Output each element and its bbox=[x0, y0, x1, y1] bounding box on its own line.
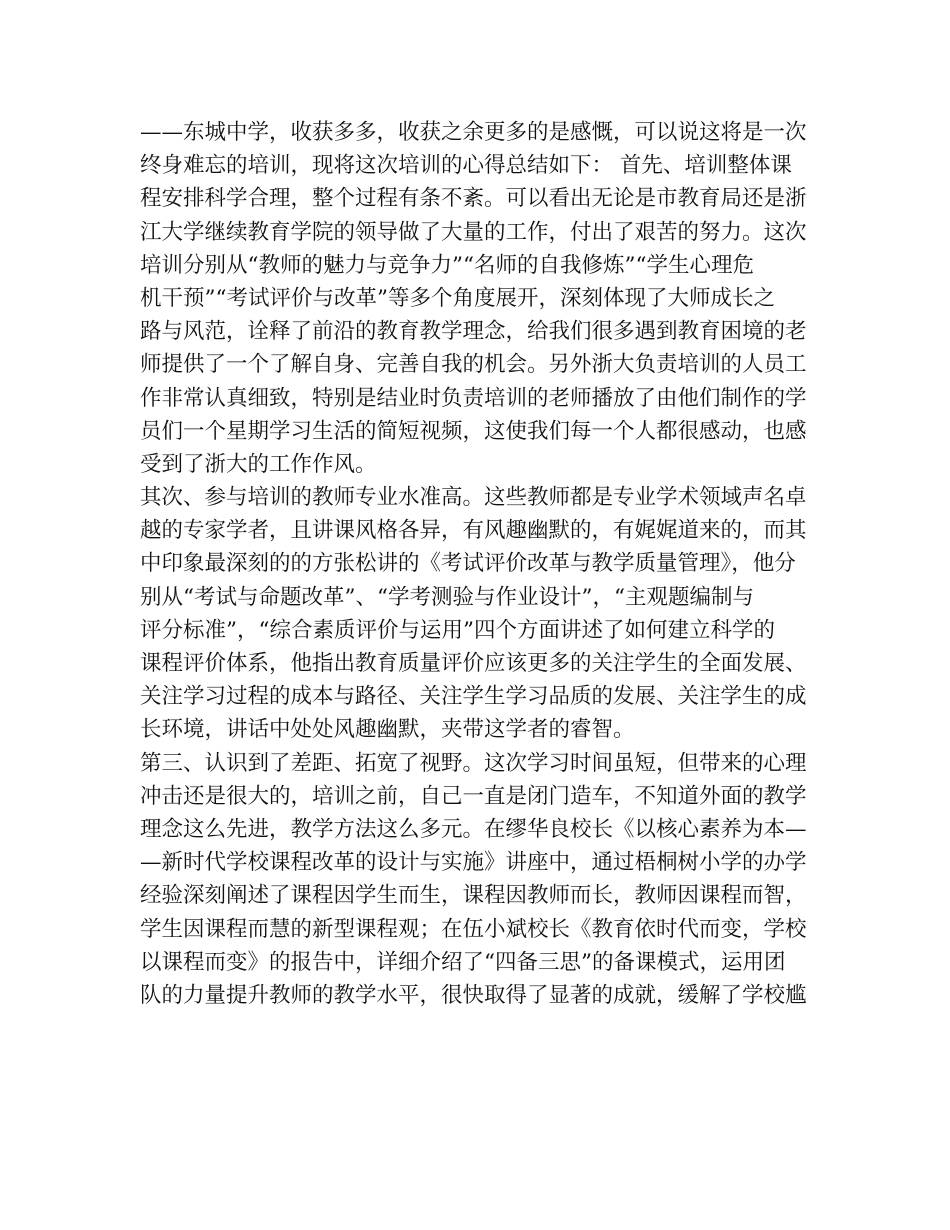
text-line: 队的力量提升教师的教学水平，很快取得了显著的成就，缓解了学校尴 bbox=[140, 982, 807, 1008]
text-line: 其次、参与培训的教师专业水准高。这些教师都是专业学术领域声名卓 bbox=[140, 485, 807, 511]
text-line: 终身难忘的培训，现将这次培训的心得总结如下： 首先、培训整体课 bbox=[140, 153, 792, 179]
text-line: 程安排科学合理，整个过程有条不紊。可以看出无论是市教育局还是浙 bbox=[140, 186, 807, 212]
text-line: 第三、认识到了差距、拓宽了视野。这次学习时间虽短，但带来的心理 bbox=[140, 750, 807, 776]
text-line: 关注学习过程的成本与路径、关注学生学习品质的发展、关注学生的成 bbox=[140, 684, 807, 710]
text-line: 路与风范，诠释了前沿的教育教学理念，给我们很多遇到教育困境的老 bbox=[140, 319, 807, 345]
text-line: 经验深刻阐述了课程因学生而生，课程因教师而长，教师因课程而智， bbox=[140, 883, 807, 909]
text-line: 江大学继续教育学院的领导做了大量的工作，付出了艰苦的努力。这次 bbox=[140, 219, 807, 245]
text-line: 机干预”“考试评价与改革”等多个角度展开，深刻体现了大师成长之 bbox=[140, 285, 775, 311]
body-text bbox=[140, 116, 820, 1012]
text-line: 师提供了一个了解自身、完善自我的机会。另外浙大负责培训的人员工 bbox=[140, 352, 807, 378]
text-line: 越的专家学者，且讲课风格各异，有风趣幽默的，有娓娓道来的，而其 bbox=[140, 518, 807, 544]
text-line: 长环境，讲话中处处风趣幽默，夹带这学者的睿智。 bbox=[140, 717, 635, 743]
text-line: 员们一个星期学习生活的简短视频，这使我们每一个人都很感动，也感 bbox=[140, 418, 807, 444]
text-line: 理念这么先进，教学方法这么多元。在缪华良校长《以核心素养为本— bbox=[140, 816, 807, 842]
text-line: 受到了浙大的工作作风。 bbox=[140, 451, 377, 477]
text-line: ——东城中学，收获多多，收获之余更多的是感慨，可以说这将是一次 bbox=[140, 120, 807, 145]
text-line: —新时代学校课程改革的设计与实施》讲座中，通过梧桐树小学的办学 bbox=[140, 850, 807, 876]
text-line: 以课程而变》的报告中，详细介绍了“四备三思”的备课模式，运用团 bbox=[140, 949, 786, 975]
text-line: 作非常认真细致，特别是结业时负责培训的老师播放了由他们制作的学 bbox=[140, 385, 807, 411]
text-line: 培训分别从“教师的魅力与竞争力”“名师的自我修炼”“学生心理危 bbox=[140, 252, 754, 278]
text-line: 评分标准”，“综合素质评价与运用”四个方面讲述了如何建立科学的 bbox=[140, 617, 775, 643]
text-line: 别从“考试与命题改革”、“学考测验与作业设计”，“主观题编制与 bbox=[140, 584, 754, 610]
text-line: 学生因课程而慧的新型课程观；在伍小斌校长《教育依时代而变，学校 bbox=[140, 916, 807, 942]
text-line: 中印象最深刻的的方张松讲的《考试评价改革与教学质量管理》，他分 bbox=[140, 551, 796, 577]
text-line: 冲击还是很大的，培训之前，自己一直是闭门造车，不知道外面的教学 bbox=[140, 783, 807, 809]
text-line: 课程评价体系，他指出教育质量评价应该更多的关注学生的全面发展、 bbox=[140, 651, 807, 676]
